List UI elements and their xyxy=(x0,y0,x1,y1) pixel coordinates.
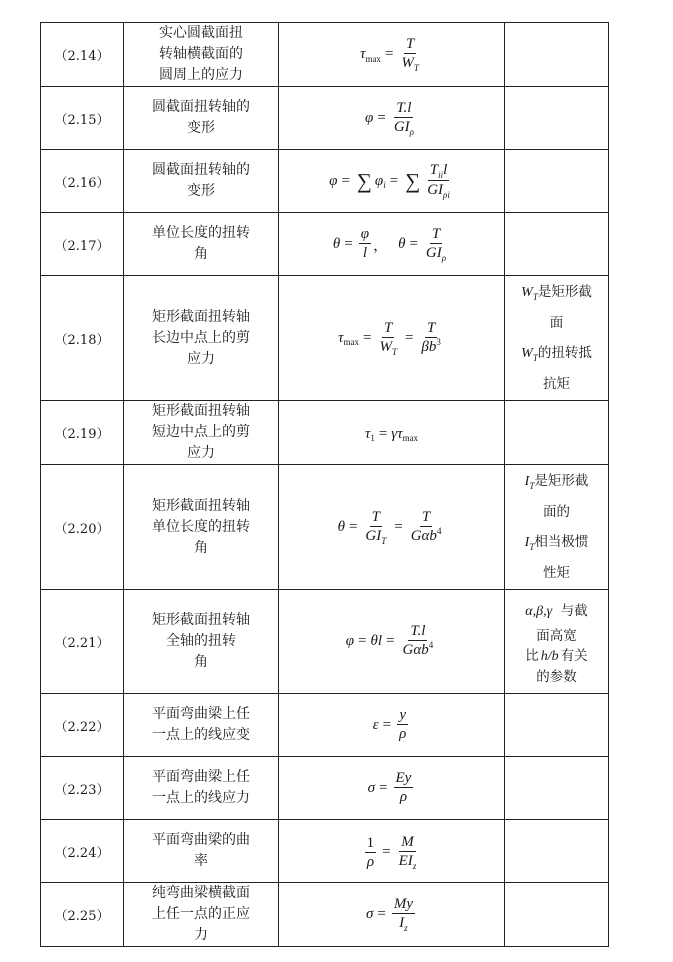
note xyxy=(505,820,609,883)
desc-line: 圆周上的应力 xyxy=(159,67,243,83)
note-text: 面 xyxy=(549,315,564,331)
desc-line: 全轴的扭转 xyxy=(166,633,236,649)
table-row xyxy=(41,757,609,820)
note-text: 面高宽 xyxy=(536,627,577,644)
description xyxy=(124,883,279,947)
desc-line: 纯弯曲梁横截面 xyxy=(152,885,250,901)
equation-number: （2.17） xyxy=(41,213,124,276)
note-text: 相当极惯 xyxy=(534,534,589,550)
note-text: 比 xyxy=(525,647,539,664)
desc-line: 矩形截面扭转轴 xyxy=(152,403,250,419)
desc-line: 平面弯曲梁的曲 xyxy=(152,832,250,848)
note-text: 是矩形截 xyxy=(537,284,592,300)
description xyxy=(124,150,279,213)
formula: φ = θl = T.l Gαb$^4$ xyxy=(279,590,505,694)
equation-number: （2.18） xyxy=(41,276,124,401)
table-row xyxy=(41,87,609,150)
equation-number: （2.16） xyxy=(41,150,124,213)
table-row xyxy=(41,590,609,694)
table-row xyxy=(41,150,609,213)
note-text: 有关 xyxy=(560,647,588,664)
table-row xyxy=(41,213,609,276)
formula: θ = $\frac{\varphi}{l}$ ， θ = T $GI_\rho$ xyxy=(279,213,505,276)
desc-line: 短边中点上的剪 xyxy=(152,424,250,440)
description xyxy=(124,694,279,757)
note: α,β,γ 与截 面高宽 比 h/b 有关 的参数 xyxy=(505,590,609,694)
formula: τ 1 = γτ max xyxy=(279,401,505,465)
desc-line: 变形 xyxy=(187,120,215,136)
desc-line: 转轴横截面的 xyxy=(159,46,243,62)
desc-line: 平面弯曲梁上任 xyxy=(152,769,250,785)
equation-number: （2.19） xyxy=(41,401,124,465)
description xyxy=(124,276,279,401)
desc-line: 长边中点上的剪 xyxy=(152,329,250,346)
desc-line: 单位长度的扭转 xyxy=(152,518,250,535)
formula: θ = T $GI_T$ = T Gαb$^4$ xyxy=(279,465,505,590)
note-text: 与截 xyxy=(560,602,588,619)
description xyxy=(124,757,279,820)
note: W T 是矩形截 面 W T 的扭转抵 抗矩 xyxy=(505,276,609,401)
description xyxy=(124,401,279,465)
note-text: 是矩形截 xyxy=(534,473,589,489)
desc-line: 实心圆截面扭 xyxy=(159,25,243,41)
note xyxy=(505,87,609,150)
table-row xyxy=(41,401,609,465)
formula: ε = $\frac{y}{\rho}$ xyxy=(279,694,505,757)
table-row xyxy=(41,820,609,883)
desc-line: 角 xyxy=(194,539,208,556)
equation-number: （2.22） xyxy=(41,694,124,757)
description xyxy=(124,465,279,590)
description xyxy=(124,213,279,276)
note xyxy=(505,757,609,820)
desc-line: 矩形截面扭转轴 xyxy=(152,497,250,514)
formula: φ = T.l $GI_\rho$ xyxy=(279,87,505,150)
note-text: 的扭转抵 xyxy=(537,345,592,361)
formula: $\frac{1}{\rho}$ = M $EI_z$ xyxy=(279,820,505,883)
description xyxy=(124,820,279,883)
note xyxy=(505,401,609,465)
description xyxy=(124,590,279,694)
desc-line: 角 xyxy=(194,654,208,670)
note: I T 是矩形截 面的 I T 相当极惯 性矩 xyxy=(505,465,609,590)
note xyxy=(505,883,609,947)
formula: τ max = $\frac{T}{W_T}$ = $\frac{T}{\beta b^3}$ xyxy=(279,276,505,401)
table-row xyxy=(41,276,609,401)
formula-table xyxy=(40,22,609,947)
desc-line: 率 xyxy=(194,853,208,869)
formula: φ = ∑ φ i = ∑ $T_{ii}l$ $GI_{\rho i}$ xyxy=(279,150,505,213)
table-row xyxy=(41,465,609,590)
formula: τ max = $\frac{T}{W_T}$ xyxy=(279,23,505,87)
note-text: 的参数 xyxy=(536,668,577,685)
desc-line: 力 xyxy=(194,927,208,943)
description xyxy=(124,87,279,150)
desc-line: 上任一点的正应 xyxy=(152,906,250,922)
desc-line: 圆截面扭转轴的 xyxy=(152,162,250,178)
note xyxy=(505,23,609,87)
desc-line: 角 xyxy=(194,246,208,262)
note xyxy=(505,150,609,213)
description xyxy=(124,23,279,87)
desc-line: 平面弯曲梁上任 xyxy=(152,706,250,722)
equation-number: （2.23） xyxy=(41,757,124,820)
equation-number: （2.14） xyxy=(41,23,124,87)
note xyxy=(505,213,609,276)
desc-line: 圆截面扭转轴的 xyxy=(152,99,250,115)
equation-number: （2.25） xyxy=(41,883,124,947)
desc-line: 应力 xyxy=(187,350,215,367)
formula: σ = $\frac{Ey}{\rho}$ xyxy=(279,757,505,820)
desc-line: 一点上的线应变 xyxy=(152,727,250,743)
equation-number: （2.21） xyxy=(41,590,124,694)
table-row xyxy=(41,694,609,757)
table-row xyxy=(41,883,609,947)
desc-line: 应力 xyxy=(187,445,215,461)
desc-line: 矩形截面扭转轴 xyxy=(152,612,250,628)
note-text: 性矩 xyxy=(543,565,570,581)
formula: σ = $\frac{My}{I_z}$ xyxy=(279,883,505,947)
desc-line: 一点上的线应力 xyxy=(152,790,250,806)
equation-number: （2.24） xyxy=(41,820,124,883)
equation-number: （2.20） xyxy=(41,465,124,590)
note-text: 面的 xyxy=(543,504,570,520)
desc-line: 单位长度的扭转 xyxy=(152,225,250,241)
note-text: 抗矩 xyxy=(543,376,570,392)
desc-line: 变形 xyxy=(187,183,215,199)
table-row xyxy=(41,23,609,87)
equation-number: （2.15） xyxy=(41,87,124,150)
desc-line: 矩形截面扭转轴 xyxy=(152,308,250,325)
note xyxy=(505,694,609,757)
